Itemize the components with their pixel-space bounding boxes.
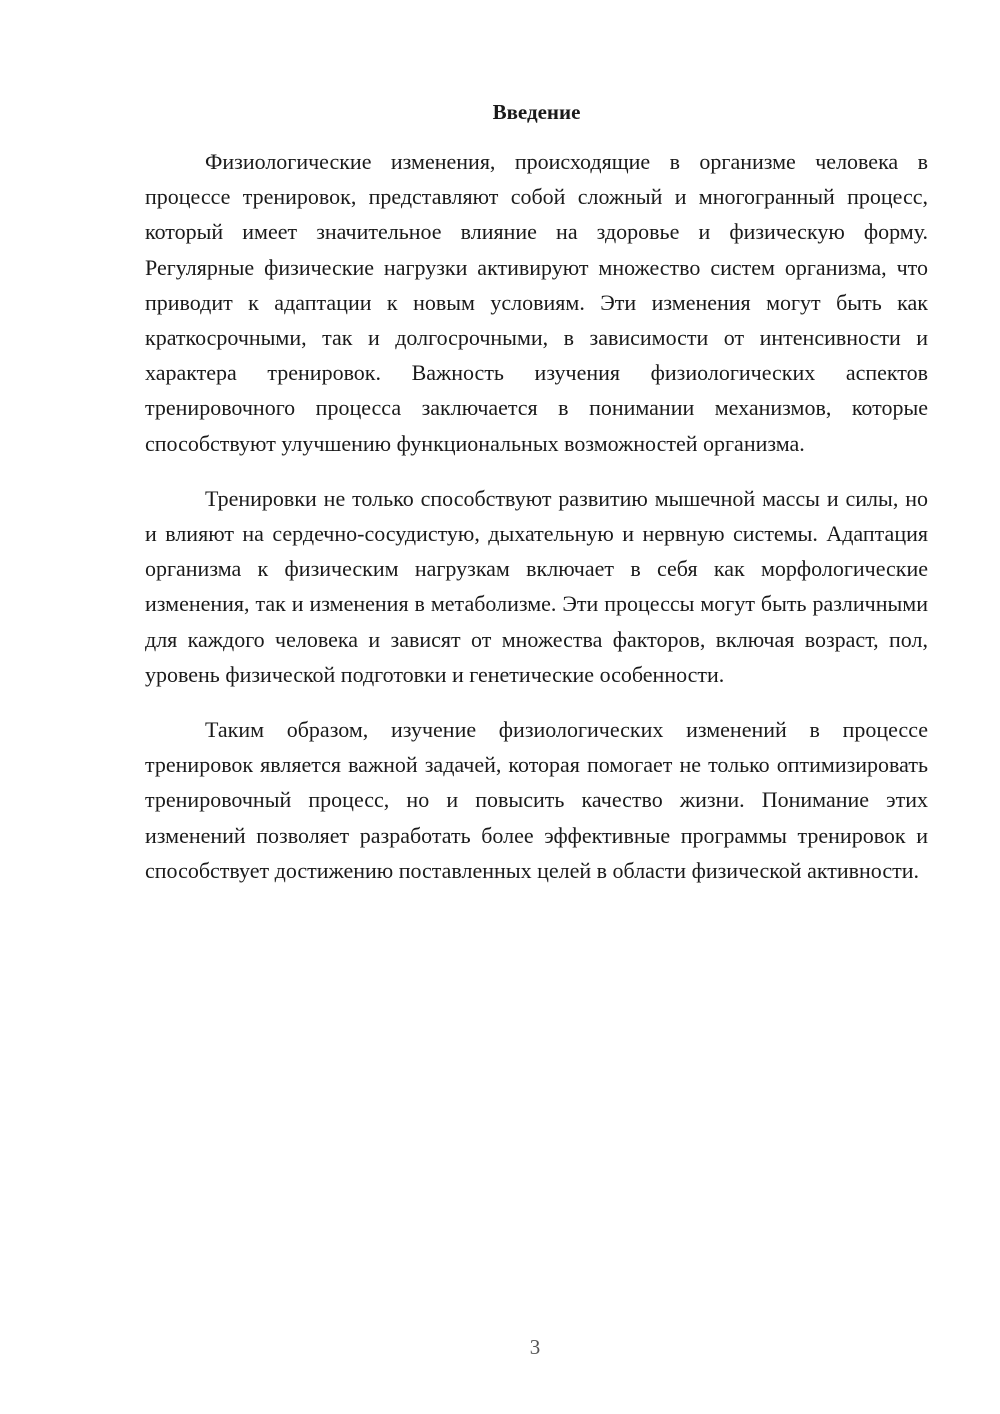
section-title: Введение <box>492 100 581 124</box>
paragraph-3: Таким образом, изучение физиологических изменений в процессе тренировок является важной задачей, которая помогает не только оптимизировать тренировочный процесс, но и повысить качество жизни. Понимание этих изменений позволяет разработать более эффективные программы тренировок и способствует достижению поставленных целей в области физической активности. <box>145 717 928 883</box>
paragraph-1: Физиологические изменения, происходящие в организме человека в процессе тренировок, представляют собой сложный и многогранный процесс, который имеет значительное влияние на здоровье и физическую форму. Регулярные физические нагрузки активируют множество систем организма, что приводит к адаптации к новым условиям. Эти изменения могут быть как краткосрочными, так и долгосрочными, в зависимости от интенсивности и характера тренировок. Важность изучения физиологических аспектов тренировочного процесса заключается в понимании механизмов, которые способствуют улучшению функциональных возможностей организма. <box>145 149 928 456</box>
paragraph-2: Тренировки не только способствуют развитию мышечной массы и силы, но и влияют на сердечно-сосудистую, дыхательную и нервную системы. Адаптация организма к физическим нагрузкам включает в себя как морфологические изменения, так и изменения в метаболизме. Эти процессы могут быть различными для каждого человека и зависят от множества факторов, включая возраст, пол, уровень физической подготовки и генетические особенности. <box>145 485 928 687</box>
body-text <box>145 144 928 888</box>
page-number: 3 <box>529 1335 541 1359</box>
